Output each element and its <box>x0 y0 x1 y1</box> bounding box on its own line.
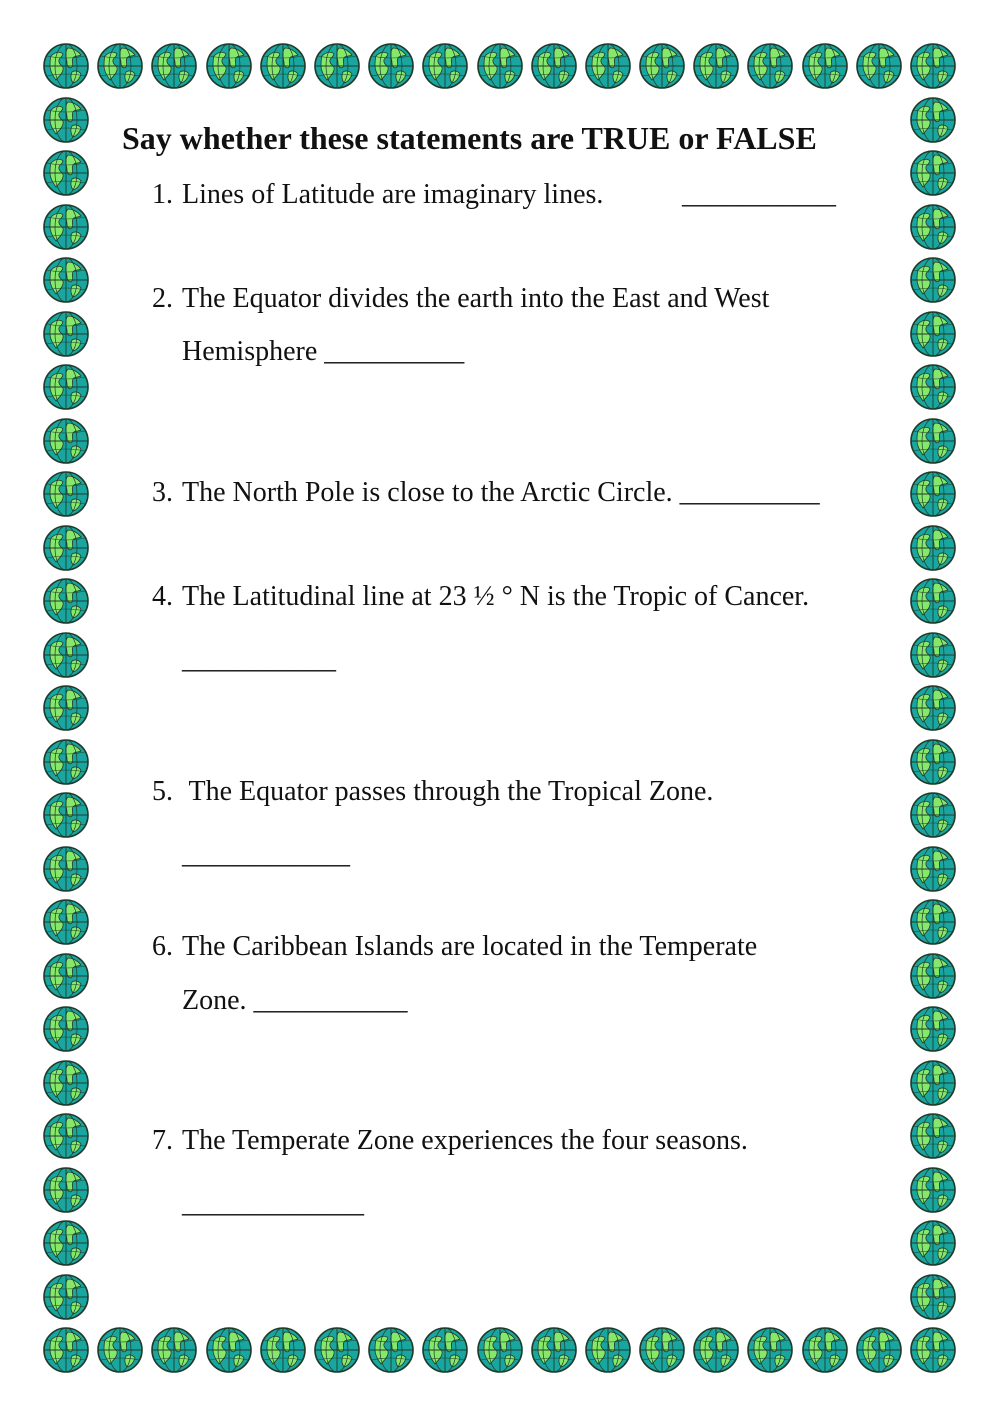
question-text: The Equator divides the earth into the East and West <box>182 283 770 314</box>
question-text: The Temperate Zone experiences the four seasons. <box>182 1125 748 1156</box>
question-number: 4. <box>152 581 173 612</box>
question-5 <box>152 775 713 809</box>
question-number: 7. <box>152 1125 173 1156</box>
question-3 <box>152 476 820 510</box>
question-6-continuation: Zone. ___________ <box>182 985 408 1016</box>
question-2-continuation: Hemisphere __________ <box>182 336 465 367</box>
question-6 <box>152 930 757 964</box>
question-2 <box>152 282 769 316</box>
question-number: 6. <box>152 931 173 962</box>
question-text: The Equator passes through the Tropical Zone. <box>182 776 714 807</box>
question-7 <box>152 1124 748 1158</box>
question-text: The North Pole is close to the Arctic Circle. __________ <box>182 477 820 508</box>
answer-blank-4: ___________ <box>182 644 336 675</box>
question-number: 3. <box>152 477 173 508</box>
question-number: 2. <box>152 283 173 314</box>
answer-blank-5: ____________ <box>182 839 350 870</box>
question-text: The Latitudinal line at 23 ½ ° N is the Tropic of Cancer. <box>182 581 810 612</box>
worksheet-title: Say whether these statements are TRUE or FALSE <box>122 120 817 156</box>
answer-blank-7: _____________ <box>182 1188 364 1219</box>
question-1 <box>152 178 603 212</box>
question-text: Lines of Latitude are imaginary lines. <box>182 179 604 210</box>
question-number: 5. <box>152 776 173 807</box>
question-text: The Caribbean Islands are located in the Temperate <box>182 931 758 962</box>
question-4 <box>152 580 809 614</box>
answer-blank-1: ___________ <box>682 179 836 210</box>
question-number: 1. <box>152 179 173 210</box>
